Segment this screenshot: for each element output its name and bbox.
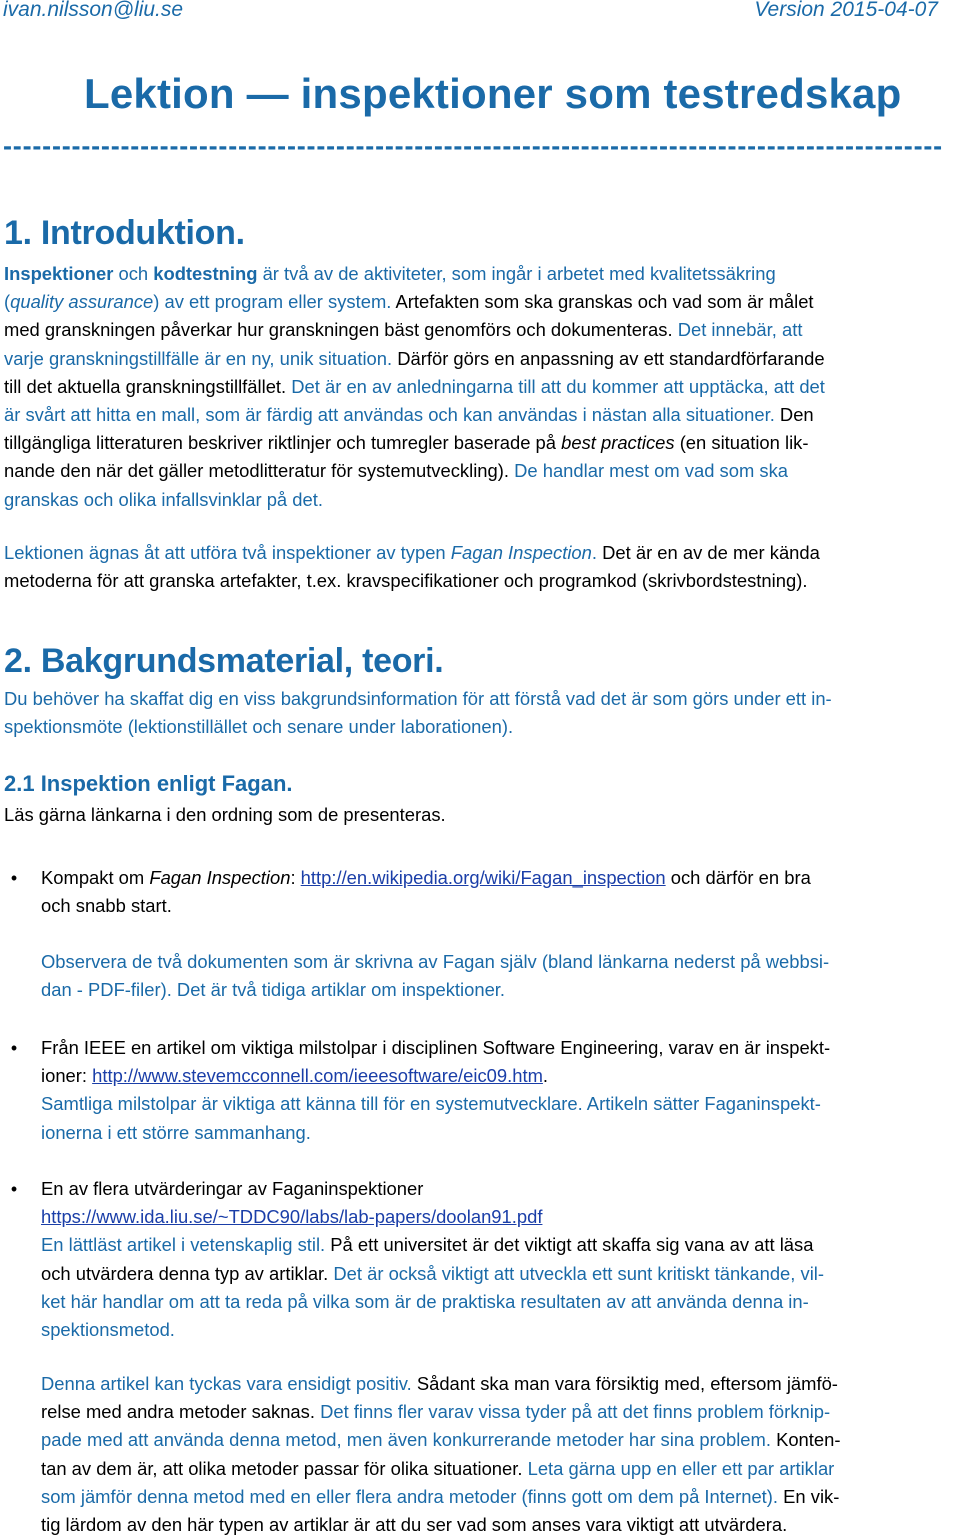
text-span: Det är en av de mer kända <box>597 542 820 563</box>
list-item-doolan-article <box>41 1175 956 1344</box>
text-span: relse med andra metoder saknas. <box>41 1401 315 1423</box>
text-line <box>41 864 956 892</box>
doolan-pdf-link[interactable]: https://www.ida.liu.se/~TDDC90/labs/lab-papers/doolan91.pdf <box>41 1206 543 1228</box>
list-item-fagan-compact <box>41 864 956 920</box>
text-span: Det finns fler varav vissa tyder på att det finns problem förknip- <box>314 1401 831 1423</box>
text-span: Sådant ska man vara försiktig med, eftersom jämfö- <box>411 1373 838 1394</box>
text-span: som jämför denna metod med en eller flera andra metoder (finns gott om dem på Internet). <box>41 1485 779 1507</box>
author-email: ivan.nilsson@liu.se <box>3 0 184 21</box>
version-label: Version 2015-04-07 <box>754 0 938 21</box>
text-line: tig lärdom av den här typen av artiklar är att du ser vad som anses vara viktigt att utvärdera. <box>41 1514 788 1536</box>
text-line <box>4 345 954 373</box>
text-line <box>4 316 954 344</box>
text-line: ket här handlar om att ta reda på vilka som är de praktiska resultaten av att använda denna in- <box>41 1290 809 1312</box>
list-item-ieee-article <box>41 1034 956 1147</box>
text-line: Läs gärna länkarna i den ordning som de presenteras. <box>4 804 446 825</box>
text-span: Det innebär, att <box>672 319 803 341</box>
text-span: ) av ett program eller system. <box>153 291 392 313</box>
text-line <box>41 1203 956 1231</box>
list-item-doolan-critique <box>41 1370 956 1539</box>
text-span: (en situation lik- <box>674 432 809 454</box>
term-kodtestning: kodtestning <box>153 263 258 284</box>
bullet-marker: • <box>10 1038 18 1058</box>
text-line <box>4 567 954 595</box>
background-paragraph <box>4 685 954 741</box>
text-span: En lättläst artikel i vetenskaplig stil. <box>41 1234 326 1256</box>
text-span: pade med att använda denna metod, men även konkurrerande metoder har sina problem. <box>41 1429 771 1451</box>
text-span: varje granskningstillfälle är en ny, unik situation. <box>4 347 393 369</box>
list-item-fagan-note <box>41 948 956 1004</box>
text-span: . <box>591 542 597 563</box>
text-span: Därför görs en anpassning av ett standardförfarande <box>392 347 825 369</box>
wikipedia-link[interactable]: http://en.wikipedia.org/wiki/Fagan_inspection <box>300 867 666 888</box>
text-line <box>41 1426 956 1454</box>
text-line: Observera de två dokumenten som är skrivna av Fagan själv (bland länkarna nederst på webbsi- <box>41 951 830 972</box>
text-line <box>4 429 954 457</box>
text-line: Samtliga milstolpar är viktiga att känna till för en systemutvecklare. Artikeln sätter Faganinspekt- <box>41 1093 821 1115</box>
text-span: Leta gärna upp en eller ett par artiklar <box>522 1457 835 1479</box>
term-quality-assurance: quality assurance <box>10 291 154 313</box>
text-span: ( <box>4 291 11 313</box>
text-span: Artefakten som ska granskas och vad som är målet <box>391 291 814 313</box>
text-span: är två av de aktiviteter, som ingår i arbetet med kvalitetssäkring <box>257 263 776 284</box>
text-span: En vik- <box>778 1485 840 1507</box>
text-span: och utvärdera denna typ av artiklar. <box>41 1262 329 1284</box>
section-heading-introduction: 1. Introduktion. <box>4 214 245 252</box>
section-heading-bakgrund: 2. Bakgrundsmaterial, teori. <box>4 642 444 680</box>
intro-paragraph <box>4 260 954 514</box>
text-span: till det aktuella granskningstillfället. <box>4 375 287 397</box>
text-span: : <box>290 867 301 888</box>
text-line <box>4 457 954 485</box>
text-line <box>41 1260 956 1288</box>
text-span: Det är också viktigt att utveckla ett sunt kritiskt tänkande, vil- <box>328 1262 824 1284</box>
lesson-paragraph <box>4 539 954 595</box>
term-inspektioner: Inspektioner <box>4 263 114 284</box>
text-span: och därför en bra <box>665 867 811 888</box>
text-span: Den <box>774 404 814 426</box>
term-fagan-inspection: Fagan Inspection <box>149 867 291 888</box>
bullet-marker: • <box>10 1179 18 1199</box>
text-span: granskas och olika infallsvinklar på det. <box>4 488 323 510</box>
text-line <box>4 486 954 514</box>
subsection-heading-fagan: 2.1 Inspektion enligt Fagan. <box>4 771 293 796</box>
text-span: ioner: <box>41 1065 93 1087</box>
text-line <box>41 1231 956 1259</box>
text-line <box>4 288 954 316</box>
text-line <box>4 539 954 567</box>
text-line <box>41 1062 956 1090</box>
text-line <box>4 373 954 401</box>
text-line: spektionsmöte (lektionstillället och senare under laborationen). <box>4 716 514 738</box>
title-separator: ------------------------------------------------------------------------------------------------ <box>3 131 943 161</box>
text-span: Lektionen ägnas åt att utföra två inspektioner av typen <box>4 542 451 563</box>
text-line <box>41 1455 956 1483</box>
text-line <box>41 1483 956 1511</box>
text-span: . <box>542 1065 549 1087</box>
page-title: Lektion — inspektioner som testredskap <box>84 70 902 117</box>
text-span: metoderna för att granska artefakter, t.ex. kravspecifikationer och programkod (skrivbordstestning). <box>4 570 808 592</box>
text-line: dan - PDF-filer). Det är två tidiga artiklar om inspektioner. <box>41 979 506 1001</box>
text-line: och snabb start. <box>41 895 172 917</box>
text-line <box>4 260 954 288</box>
text-span: På ett universitet är det viktigt att skaffa sig vana av att läsa <box>325 1234 814 1256</box>
text-span: Kompakt om <box>41 867 150 888</box>
term-best-practices: best practices <box>561 432 675 454</box>
text-span: tillgängliga litteraturen beskriver riktlinjer och tumregler baserade på <box>4 432 562 454</box>
text-span: tan av dem är, att olika metoder passar för olika situationer. <box>41 1457 523 1479</box>
text-span: Konten- <box>770 1429 841 1451</box>
text-span: är svårt att hitta en mall, som är färdig att användas och kan användas i nästan alla situationer. <box>4 404 775 426</box>
text-line <box>4 401 954 429</box>
text-line: Du behöver ha skaffat dig en viss bakgrundsinformation för att förstå vad det är som görs under ett in- <box>4 688 832 709</box>
text-span: med granskningen påverkar hur granskningen bäst genomförs och dokumenteras. <box>4 319 673 341</box>
text-span: nande den när det gäller metodlitteratur för systemutveckling). <box>4 460 509 482</box>
bullet-marker: • <box>10 868 18 888</box>
term-fagan-inspection: Fagan Inspection <box>450 542 592 563</box>
text-span: Denna artikel kan tyckas vara ensidigt positiv. <box>41 1373 412 1394</box>
text-span: De handlar mest om vad som ska <box>508 460 789 482</box>
stevemcconnell-link[interactable]: http://www.stevemcconnell.com/ieeesoftware/eic09.htm <box>92 1065 543 1087</box>
subsection-intro <box>4 801 954 829</box>
text-span: Det är en av anledningarna till att du kommer att upptäcka, att det <box>286 375 825 397</box>
text-line <box>41 1370 956 1398</box>
text-line: Från IEEE en artikel om viktiga milstolpar i disciplinen Software Engineering, varav en är inspekt- <box>41 1037 831 1058</box>
text-line <box>41 1398 956 1426</box>
text-line: spektionsmetod. <box>41 1319 175 1341</box>
text-line: En av flera utvärderingar av Faganinspektioner <box>41 1178 424 1199</box>
text-span: och <box>113 263 154 284</box>
text-line: ionerna i ett större sammanhang. <box>41 1121 311 1143</box>
